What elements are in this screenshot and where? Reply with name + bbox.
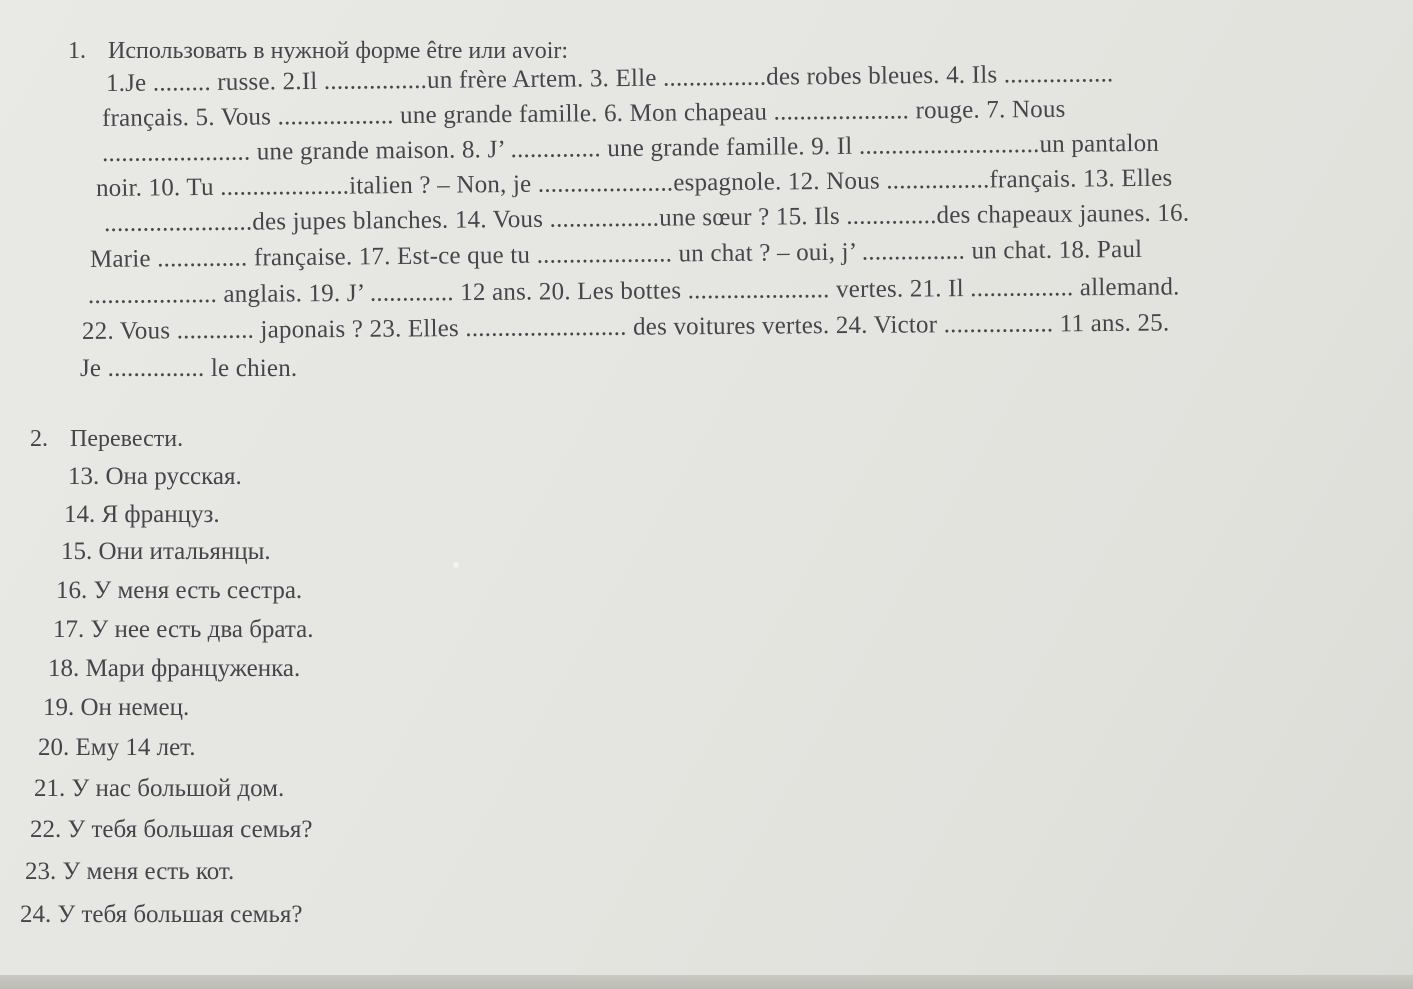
exercise-1-line: 22. Vous ............ japonais ? 23. Elles ......................... des voitures vertes. 24. Victor ................. 11 ans. 25. — [81, 309, 1170, 345]
translation-item: 22. У тебя большая семья? — [30, 816, 313, 843]
translation-item: 24. У тебя большая семья? — [20, 901, 303, 928]
exercise-1-line: .......................des jupes blanches. 14. Vous .................une sœur ? 15. Ils ..............des chapeaux jaunes. 16. — [103, 199, 1190, 237]
exercise-1-line: 1.Je ......... russe. 2.Il ................un frère Artem. 3. Elle ................des robes bleues. 4. Ils ................. — [105, 60, 1114, 97]
exercise-1-line: ....................... une grande maison. 8. J’ .............. une grande famille. 9. Il ............................un pantalon — [101, 129, 1160, 167]
translation-item: 17. У нее есть два брата. — [53, 616, 314, 643]
exercise-1-number: 1. — [68, 38, 86, 64]
exercise-2-heading — [30, 424, 183, 454]
page-bottom-edge — [0, 975, 1413, 989]
paper-speck — [453, 562, 459, 568]
exercise-1-instruction: Использовать в нужной форме être или avoir: — [108, 38, 569, 64]
translation-item: 14. Я француз. — [64, 501, 220, 528]
exercise-1-line: Marie .............. française. 17. Est-ce que tu ..................... un chat ? – oui, j’ ................ un chat. 18. Paul — [89, 235, 1143, 273]
translation-item: 18. Мари француженка. — [48, 655, 301, 682]
exercise-2-number: 2. — [30, 426, 48, 452]
translation-item: 13. Она русская. — [68, 463, 242, 490]
translation-item: 21. У нас большой дом. — [34, 775, 285, 802]
exercise-1-line: français. 5. Vous .................. une grande famille. 6. Mon chapeau ..................... rouge. 7. Nous — [101, 95, 1066, 132]
exercise-1-line: .................... anglais. 19. J’ ............. 12 ans. 20. Les bottes ...................... vertes. 21. Il ................ allemand. — [87, 273, 1180, 309]
translation-item: 19. Он немец. — [43, 694, 190, 721]
exercise-1-line: Je ............... le chien. — [80, 355, 298, 382]
translation-item: 23. У меня есть кот. — [25, 858, 235, 885]
exercise-1-heading — [68, 36, 568, 66]
translation-item: 15. Они итальянцы. — [61, 538, 271, 565]
translation-item: 20. Ему 14 лет. — [38, 734, 196, 761]
translation-item: 16. У меня есть сестра. — [56, 577, 303, 604]
exercise-2-instruction: Перевести. — [70, 426, 184, 452]
exercise-1-line: noir. 10. Tu ....................italien ? – Non, je .....................espagnole. 12. Nous ................français. 13. Elles — [95, 164, 1173, 202]
